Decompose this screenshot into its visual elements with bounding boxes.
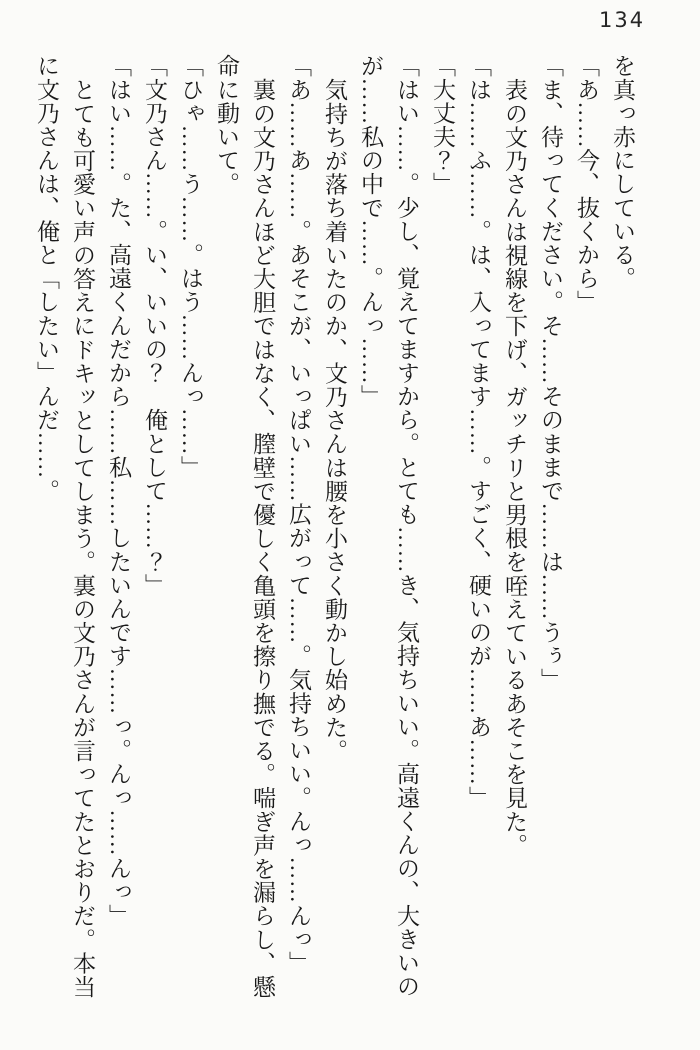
text-line: 「ま、待ってください。そ……そのままで……は……うぅ」 (538, 54, 563, 692)
text-line: に文乃さんは、俺と「したい」んだ……。 (34, 54, 59, 503)
text-line: 「あ……今、抜くから」 (574, 54, 599, 314)
text-line: 表の文乃さんは視線を下げ、ガッチリと男根を咥えているあそこを見た。 (502, 77, 527, 857)
text-line: が……私の中で……。んっ……」 (358, 54, 383, 408)
text-line: 命に動いて。 (214, 54, 239, 196)
vertical-text-block (28, 54, 640, 1022)
text-line: 「はい……。た、高遠くんだから……私……したいんです……っ。んっ……んっ」 (106, 54, 131, 928)
text-line: とても可愛い声の答えにドキッとしてしまう。裏の文乃さんが言ってたとおりだ。本当 (70, 77, 95, 998)
text-line: 「はい……。少し、覚えてますから。とても……き、気持ちいい。高遠くんの、大きいの (394, 54, 419, 998)
text-line: 裏の文乃さんほど大胆ではなく、膣壁で優しく亀頭を擦り撫でる。喘ぎ声を漏らし、懸 (250, 77, 275, 998)
text-line: 「ひゃ……う……。はう……んっ……」 (178, 54, 203, 479)
page-number: 134 (599, 8, 646, 32)
text-line: 気持ちが落ち着いたのか、文乃さんは腰を小さく動かし始めた。 (322, 77, 347, 762)
text-line: 「あ……あ……。あそこが、いっぱい……広がって……。気持ちいい。んっ……んっ」 (286, 54, 311, 975)
text-line: 「大丈夫？」 (430, 54, 455, 196)
text-line: 「文乃さん……。い、いいの？ 俺として……？」 (142, 54, 167, 597)
text-line: を真っ赤にしている。 (610, 54, 635, 290)
text-line: 「は……ふ……。は、入ってます……。すごく、硬いのが……あ……」 (466, 54, 491, 810)
